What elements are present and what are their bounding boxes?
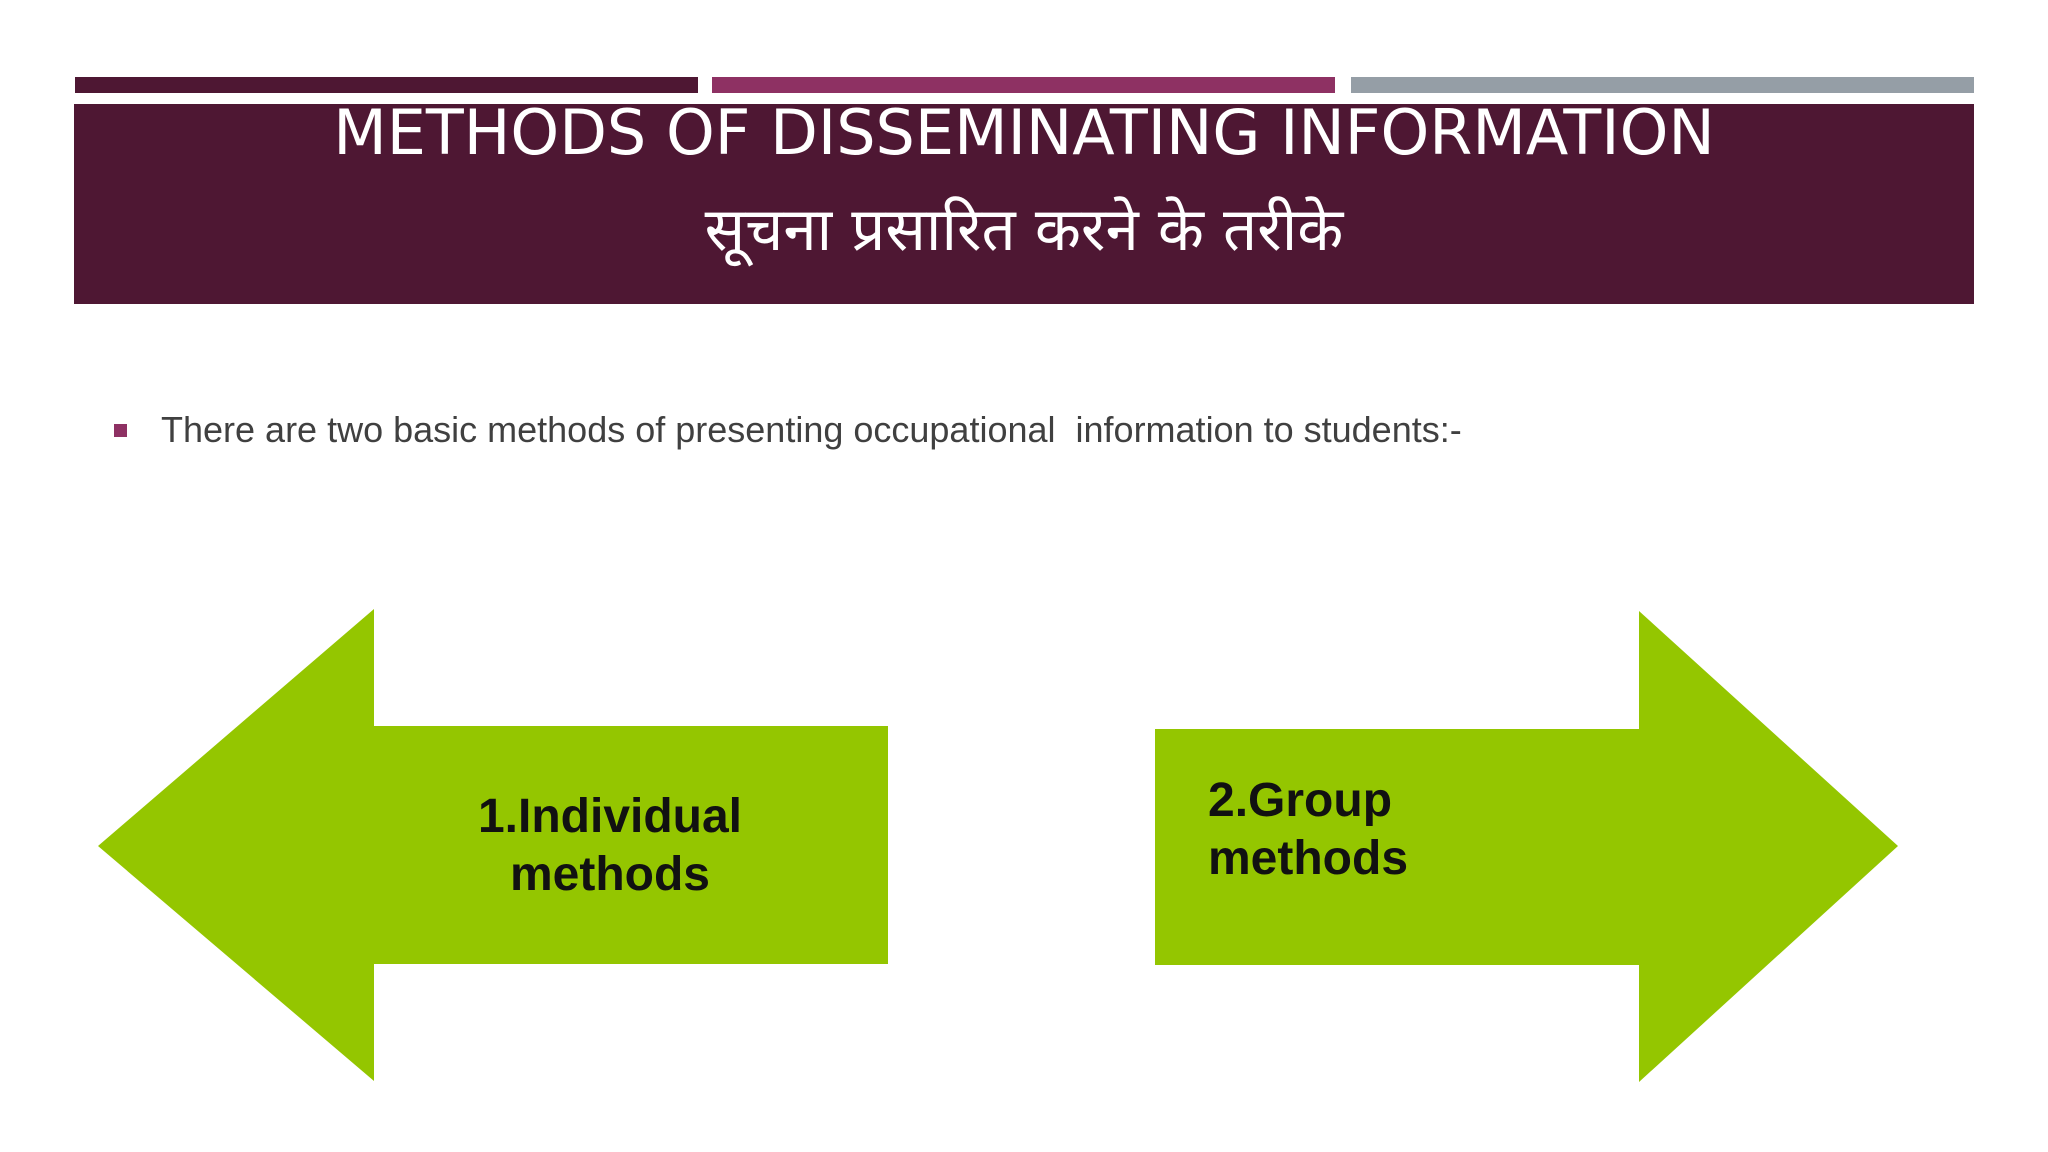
slide-title-english: METHODS OF DISSEMINATING INFORMATION bbox=[333, 96, 1715, 169]
individual-methods-label bbox=[410, 788, 810, 904]
individual-methods-line1: 1.Individual bbox=[477, 790, 743, 843]
slide-title-hindi: सूचना प्रसारित करने के तरीके bbox=[704, 195, 1344, 265]
group-methods-line2: methods bbox=[1208, 832, 1409, 885]
group-methods-line1: 2.Group bbox=[1208, 774, 1393, 827]
individual-methods-line2: methods bbox=[509, 848, 710, 901]
group-methods-label bbox=[1208, 772, 1628, 888]
bullet-text: There are two basic methods of presenting occupational information to students:- bbox=[161, 409, 1462, 450]
